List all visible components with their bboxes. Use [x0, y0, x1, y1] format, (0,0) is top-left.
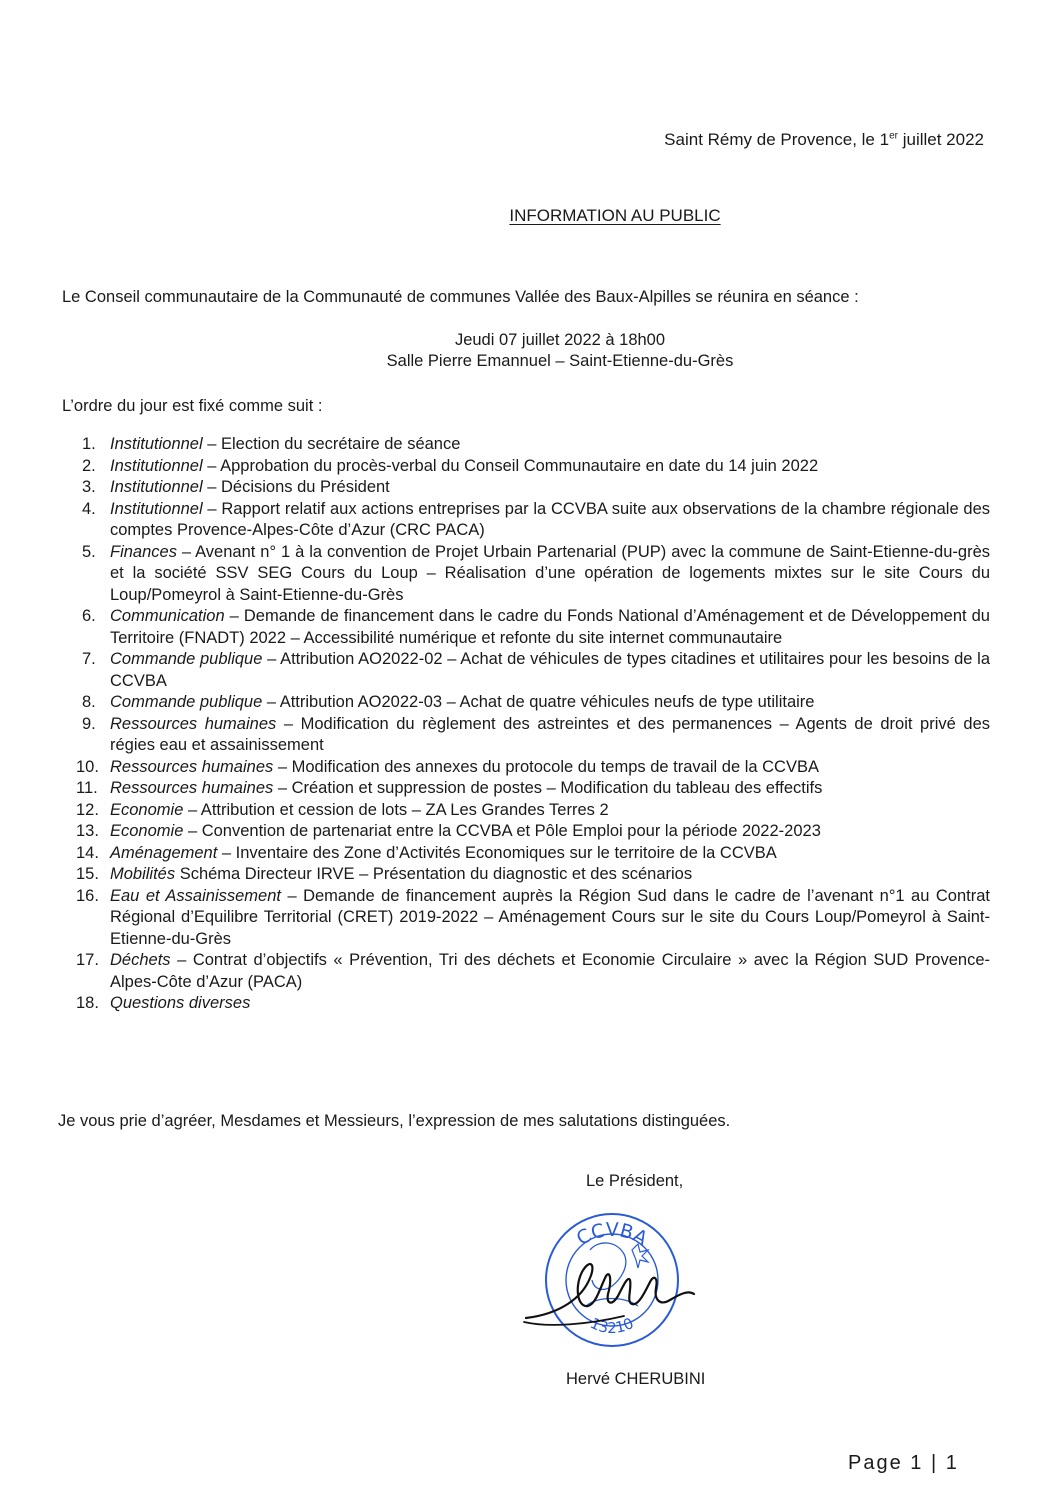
agenda-item: [62, 606, 990, 649]
handwritten-signature: [526, 1264, 694, 1318]
agenda-item-category: Ressources humaines: [110, 714, 277, 733]
agenda-item-number: 7.: [82, 650, 96, 668]
agenda-item-text: – Convention de partenariat entre la CCVBA et Pôle Emploi pour la période 2022-2023: [183, 822, 821, 840]
agenda-item-category: Ressources humaines: [110, 757, 274, 776]
agenda-item-text: – Attribution et cession de lots – ZA Les Grandes Terres 2: [183, 800, 609, 819]
stamp-top-text: CCVBA: [572, 1218, 652, 1251]
agenda-item-text: – Election du secrétaire de séance: [202, 435, 461, 453]
agenda-item: [62, 649, 990, 692]
agenda-item: [62, 542, 990, 607]
agenda-item: [62, 456, 990, 478]
agenda-item-category: Institutionnel: [110, 478, 203, 496]
agenda-item-number: 5.: [82, 542, 96, 561]
agenda-item-category: Finances: [110, 542, 177, 561]
agenda-item: [62, 821, 990, 843]
meeting-location: Salle Pierre Emannuel – Saint-Etienne-du-Grès: [386, 352, 734, 370]
agenda-item-number: 13.: [76, 822, 99, 840]
meeting-info: [0, 330, 1058, 372]
agenda-item-category: Mobilités: [110, 865, 176, 883]
page-number: Page 1 | 1: [848, 1452, 959, 1474]
agenda-item-text: – Avenant n° 1 à la convention de Projet Urbain Partenarial (PUP) avec la commune de Saint-Etienne-du-grès et la société SSV SEG Cours du Loup – Réalisation d’une opération de logements mixtes sur le site Cours du Loup/Pomeyrol à Saint-Etienne-du-Grès: [110, 542, 990, 604]
agenda-item: [62, 843, 990, 865]
agenda-item-number: 14.: [76, 843, 99, 862]
agenda-item: [62, 886, 990, 951]
agenda-item-category: Eau et Assainissement: [110, 886, 281, 905]
agenda-item-text: – Décisions du Président: [202, 478, 390, 496]
agenda-item: [62, 864, 990, 886]
agenda-item-text: – Attribution AO2022-03 – Achat de quatre véhicules neufs de type utilitaire: [262, 693, 815, 711]
agenda-item-text: – Attribution AO2022-02 – Achat de véhicules de types citadines et utilitaires pour les besoins de la CCVBA: [110, 650, 990, 690]
agenda-item: [62, 757, 990, 779]
agenda-item-text: – Inventaire des Zone d’Activités Economiques sur le territoire de la CCVBA: [217, 843, 777, 862]
agenda-item: [62, 499, 990, 542]
agenda-item: [62, 434, 990, 456]
place-date-superscript: er: [889, 130, 898, 142]
agenda-item: [62, 778, 990, 800]
agenda-item-text: – Contrat d’objectifs « Prévention, Tri des déchets et Economie Circulaire » avec la Région SUD Provence-Alpes-Côte d’Azur (PACA): [110, 951, 990, 991]
agenda-item-category: Commande publique: [110, 650, 263, 668]
agenda-item: [62, 714, 990, 757]
agenda-item-category: Institutionnel: [110, 456, 203, 475]
agenda-item-number: 18.: [76, 994, 99, 1012]
agenda-item-text: – Demande de financement dans le cadre du Fonds National d’Aménagement et de Développement du Territoire (FNADT) 2022 – Accessibilité numérique et refonte du site internet communautaire: [110, 607, 990, 647]
agenda-item-category: Economie: [110, 822, 184, 840]
official-stamp-with-signature: [520, 1210, 700, 1350]
agenda-item-category: Economie: [110, 800, 184, 819]
agenda-item-number: 10.: [76, 757, 99, 776]
agenda-item-category: Institutionnel: [110, 499, 203, 518]
agenda-item: [62, 477, 990, 499]
agenda-item-text: – Approbation du procès-verbal du Conseil Communautaire en date du 14 juin 2022: [202, 456, 819, 475]
agenda-item-number: 9.: [82, 714, 96, 733]
agenda-item-category: Questions diverses: [110, 994, 251, 1012]
agenda-item-number: 15.: [76, 865, 99, 883]
agenda-item-number: 3.: [82, 478, 96, 496]
place-date-prefix: Saint Rémy de Provence, le 1: [664, 130, 890, 149]
agenda-item: [62, 800, 990, 822]
place-date-suffix: juillet 2022: [897, 130, 984, 149]
agenda-item-text: – Modification du règlement des astreintes et des permanences – Agents de droit privé des régies eau et assainissement: [110, 714, 991, 754]
agenda-item-text: Schéma Directeur IRVE – Présentation du diagnostic et des scénarios: [175, 865, 693, 883]
agenda-item-number: 8.: [82, 693, 96, 711]
agenda-intro: L’ordre du jour est fixé comme suit :: [62, 397, 323, 415]
agenda-list: [62, 434, 990, 1015]
agenda-item-number: 4.: [82, 499, 96, 518]
agenda-item-category: Déchets: [110, 951, 171, 969]
agenda-item-number: 16.: [76, 886, 99, 905]
agenda-item-text: – Demande de financement auprès la Région Sud dans le cadre de l’avenant n°1 au Contrat Régional d’Equilibre Territorial (CRET) 2019-2022 – Aménagement Cours sur le site du Cours Loup/Pomeyrol à Saint-Etienne-du-Grès: [110, 886, 990, 948]
agenda-item-number: 17.: [76, 951, 99, 969]
agenda-item-category: Communication: [110, 607, 225, 625]
intro-paragraph: Le Conseil communautaire de la Communauté de communes Vallée des Baux-Alpilles se réunira en séance :: [62, 288, 859, 306]
agenda-item-number: 1.: [82, 435, 96, 453]
signatory-name: Hervé CHERUBINI: [566, 1370, 706, 1388]
closing-paragraph: Je vous prie d’agréer, Mesdames et Messieurs, l’expression de mes salutations distinguées.: [58, 1112, 731, 1130]
agenda-item-text: – Modification des annexes du protocole du temps de travail de la CCVBA: [273, 757, 819, 776]
agenda-item-category: Commande publique: [110, 693, 263, 711]
agenda-item: [62, 950, 990, 993]
meeting-date-time: Jeudi 07 juillet 2022 à 18h00: [454, 331, 666, 349]
place-date: [664, 130, 984, 150]
signature-label: Le Président,: [586, 1172, 684, 1190]
agenda-item-category: Institutionnel: [110, 435, 203, 453]
agenda-item-number: 6.: [82, 607, 96, 625]
agenda-item-category: Ressources humaines: [110, 779, 274, 797]
agenda-item-text: – Création et suppression de postes – Modification du tableau des effectifs: [273, 779, 823, 797]
stamp-bottom-text: 13210: [587, 1314, 637, 1337]
document-title: INFORMATION AU PUBLIC: [509, 206, 721, 225]
agenda-item: [62, 993, 990, 1015]
agenda-item-number: 2.: [82, 456, 96, 475]
agenda-item: [62, 692, 990, 714]
agenda-item-number: 12.: [76, 800, 99, 819]
agenda-item-text: – Rapport relatif aux actions entreprises par la CCVBA suite aux observations de la chambre régionale des comptes Provence-Alpes-Côte d’Azur (CRC PACA): [110, 499, 990, 539]
agenda-item-number: 11.: [76, 779, 98, 797]
agenda-item-category: Aménagement: [110, 843, 218, 862]
